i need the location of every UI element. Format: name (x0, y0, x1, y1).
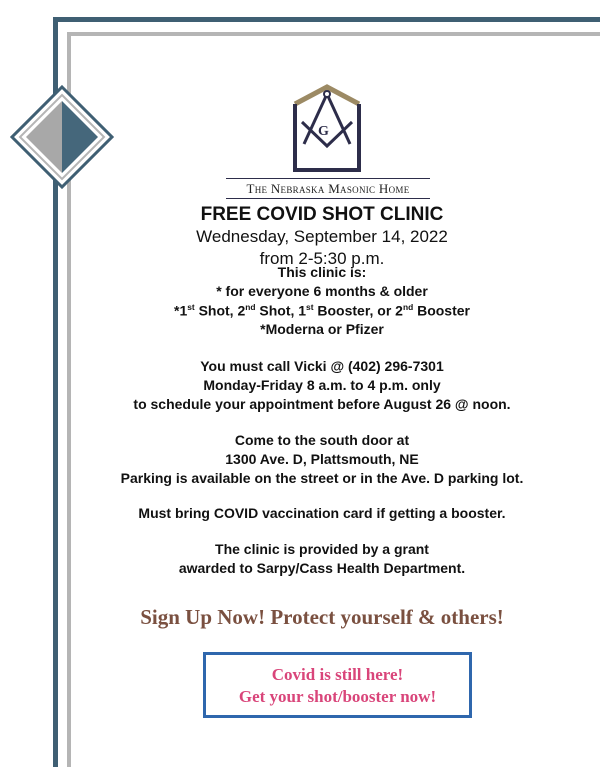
eligibility: * for everyone 6 months & older (216, 283, 428, 299)
grant-line-1: The clinic is provided by a grant (215, 541, 429, 557)
clinic-time: from 2-5:30 p.m. (259, 249, 385, 268)
logo-rule-bottom (226, 198, 430, 199)
grant-line-2: awarded to Sarpy/Cass Health Department. (178, 560, 466, 576)
vaccine-options: *Moderna or Pfizer (260, 321, 384, 337)
clinic-heading: This clinic is: (277, 264, 367, 280)
requirement: Must bring COVID vaccination card if getting a booster. (138, 505, 506, 521)
callout-line-2: Get your shot/booster now! (238, 687, 437, 706)
logo-org-name: The Nebraska Masonic Home (246, 181, 410, 196)
logo-rule-top (226, 178, 430, 179)
dose-options: *1st Shot, 2nd Shot, 1st Booster, or 2nd Booster (174, 302, 470, 319)
appointment-line-1: You must call Vicki @ (402) 296-7301 (200, 358, 444, 374)
appointment-line-3: to schedule your appointment before August 26 @ noon. (133, 396, 511, 412)
diamond-ornament-icon (10, 85, 115, 190)
call-to-action: Sign Up Now! Protect yourself & others! (140, 605, 504, 629)
location-line-2: 1300 Ave. D, Plattsmouth, NE (225, 451, 419, 467)
callout-line-1: Covid is still here! (271, 665, 404, 684)
logo-letter-g: G (318, 124, 329, 139)
location-line-1: Come to the south door at (234, 432, 410, 448)
clinic-date: Wednesday, September 14, 2022 (196, 227, 448, 246)
callout-box (203, 652, 472, 718)
outer-border-top (53, 17, 600, 22)
location-line-3: Parking is available on the street or in the Ave. D parking lot. (120, 470, 524, 486)
inner-border-top (67, 32, 600, 36)
clinic-title: FREE COVID SHOT CLINIC (200, 204, 444, 225)
appointment-line-2: Monday-Friday 8 a.m. to 4 p.m. only (203, 377, 441, 393)
